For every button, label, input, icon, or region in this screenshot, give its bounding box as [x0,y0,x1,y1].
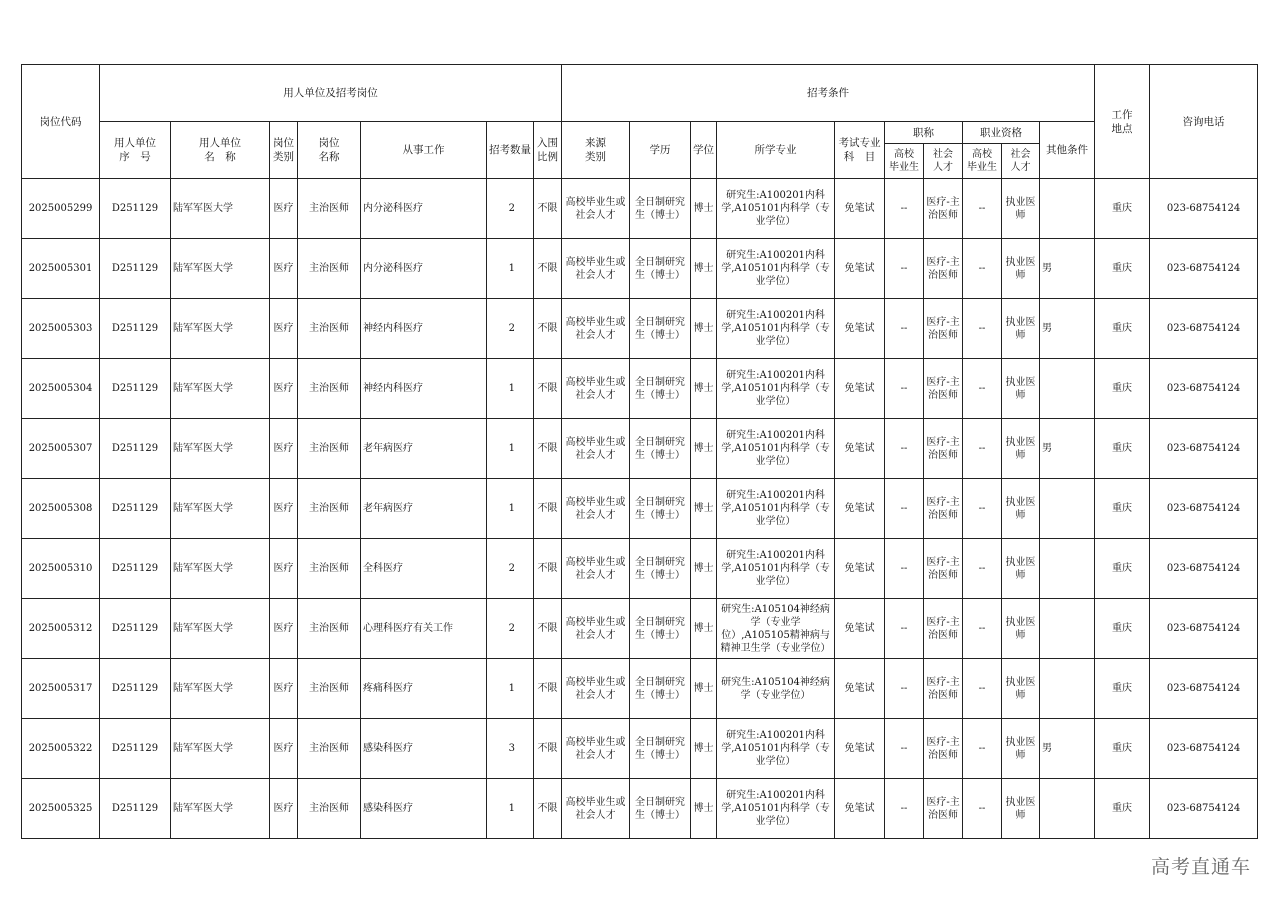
cell-education: 全日制研究生（博士） [630,419,691,479]
cell-other: 男 [1040,419,1095,479]
cell-post-type: 医疗 [270,299,298,359]
cell-post-type: 医疗 [270,419,298,479]
cell-job: 心理科医疗有关工作 [361,599,487,659]
cell-other [1040,779,1095,839]
cell-ratio: 不限 [534,239,562,299]
cell-major: 研究生:A100201内科学,A105101内科学（专业学位） [717,779,835,839]
header-job: 从事工作 [361,122,487,179]
header-group-conditions: 招考条件 [562,65,1095,122]
cell-qual-grad: -- [963,479,1002,539]
cell-title-grad: -- [885,659,924,719]
cell-post-name: 主治医师 [298,659,361,719]
cell-post-name: 主治医师 [298,239,361,299]
cell-quota: 1 [487,419,534,479]
cell-major: 研究生:A100201内科学,A105101内科学（专业学位） [717,239,835,299]
cell-unit-name: 陆军军医大学 [171,539,270,599]
cell-qual-grad: -- [963,599,1002,659]
cell-degree: 博士 [691,779,717,839]
cell-source: 高校毕业生或社会人才 [562,599,630,659]
cell-unit-name: 陆军军医大学 [171,599,270,659]
cell-qual-social: 执业医师 [1002,599,1040,659]
cell-work-place: 重庆 [1095,539,1150,599]
cell-unit-name: 陆军军医大学 [171,479,270,539]
cell-unit-name: 陆军军医大学 [171,659,270,719]
cell-degree: 博士 [691,239,717,299]
cell-quota: 1 [487,779,534,839]
header-title-grad: 高校 毕业生 [885,144,924,179]
table-row [22,359,1258,419]
cell-exam: 免笔试 [835,599,885,659]
cell-work-place: 重庆 [1095,419,1150,479]
header-qual-grad: 高校 毕业生 [963,144,1002,179]
cell-unit-seq: D251129 [100,539,171,599]
cell-other: 男 [1040,239,1095,299]
cell-education: 全日制研究生（博士） [630,719,691,779]
cell-title-social: 医疗-主治医师 [924,659,963,719]
cell-other [1040,599,1095,659]
cell-unit-name: 陆军军医大学 [171,179,270,239]
cell-work-place: 重庆 [1095,239,1150,299]
cell-work-place: 重庆 [1095,359,1150,419]
cell-post-code: 2025005307 [22,419,100,479]
cell-exam: 免笔试 [835,719,885,779]
cell-education: 全日制研究生（博士） [630,599,691,659]
table-row [22,659,1258,719]
header-post-name: 岗位 名称 [298,122,361,179]
cell-qual-social: 执业医师 [1002,479,1040,539]
cell-title-grad: -- [885,719,924,779]
cell-qual-social: 执业医师 [1002,419,1040,479]
cell-phone: 023-68754124 [1150,719,1258,779]
cell-unit-name: 陆军军医大学 [171,239,270,299]
cell-post-code: 2025005304 [22,359,100,419]
cell-post-code: 2025005325 [22,779,100,839]
table-row [22,719,1258,779]
table-row [22,299,1258,359]
header-major: 所学专业 [717,122,835,179]
cell-quota: 2 [487,599,534,659]
cell-title-social: 医疗-主治医师 [924,239,963,299]
table-body [22,179,1258,839]
cell-job: 疼痛科医疗 [361,659,487,719]
cell-unit-seq: D251129 [100,599,171,659]
cell-other: 男 [1040,719,1095,779]
cell-ratio: 不限 [534,599,562,659]
cell-qual-grad: -- [963,179,1002,239]
header-unit-name: 用人单位 名 称 [171,122,270,179]
cell-job: 老年病医疗 [361,479,487,539]
header-source: 来源 类别 [562,122,630,179]
header-quota: 招考数量 [487,122,534,179]
cell-work-place: 重庆 [1095,299,1150,359]
cell-qual-social: 执业医师 [1002,299,1040,359]
header-title-social: 社会 人才 [924,144,963,179]
cell-quota: 2 [487,299,534,359]
cell-post-type: 医疗 [270,539,298,599]
cell-post-type: 医疗 [270,359,298,419]
cell-title-grad: -- [885,179,924,239]
cell-quota: 1 [487,239,534,299]
cell-qual-grad: -- [963,299,1002,359]
cell-qual-social: 执业医师 [1002,539,1040,599]
table-header [22,65,1258,179]
cell-phone: 023-68754124 [1150,659,1258,719]
cell-title-social: 医疗-主治医师 [924,539,963,599]
cell-post-code: 2025005303 [22,299,100,359]
cell-unit-seq: D251129 [100,239,171,299]
cell-phone: 023-68754124 [1150,539,1258,599]
cell-other [1040,359,1095,419]
cell-unit-seq: D251129 [100,299,171,359]
cell-post-code: 2025005310 [22,539,100,599]
cell-title-grad: -- [885,359,924,419]
cell-job: 老年病医疗 [361,419,487,479]
cell-source: 高校毕业生或社会人才 [562,779,630,839]
cell-title-social: 医疗-主治医师 [924,599,963,659]
cell-post-name: 主治医师 [298,779,361,839]
cell-post-name: 主治医师 [298,419,361,479]
cell-exam: 免笔试 [835,539,885,599]
cell-work-place: 重庆 [1095,179,1150,239]
cell-phone: 023-68754124 [1150,179,1258,239]
cell-phone: 023-68754124 [1150,479,1258,539]
cell-other [1040,479,1095,539]
cell-unit-seq: D251129 [100,419,171,479]
cell-title-social: 医疗-主治医师 [924,419,963,479]
cell-ratio: 不限 [534,779,562,839]
cell-other [1040,179,1095,239]
cell-education: 全日制研究生（博士） [630,239,691,299]
cell-unit-name: 陆军军医大学 [171,359,270,419]
cell-phone: 023-68754124 [1150,419,1258,479]
cell-source: 高校毕业生或社会人才 [562,479,630,539]
cell-job: 内分泌科医疗 [361,179,487,239]
cell-job: 感染科医疗 [361,719,487,779]
cell-ratio: 不限 [534,479,562,539]
cell-education: 全日制研究生（博士） [630,479,691,539]
cell-post-name: 主治医师 [298,599,361,659]
cell-qual-social: 执业医师 [1002,179,1040,239]
cell-post-type: 医疗 [270,719,298,779]
header-work-place: 工作 地点 [1095,65,1150,179]
cell-source: 高校毕业生或社会人才 [562,179,630,239]
cell-major: 研究生:A105104神经病学（专业学位）,A105105精神病与精神卫生学（专业学位） [717,599,835,659]
cell-quota: 2 [487,539,534,599]
table-row [22,599,1258,659]
cell-job: 内分泌科医疗 [361,239,487,299]
header-qual-group: 职业资格 [963,122,1040,144]
cell-title-grad: -- [885,779,924,839]
cell-ratio: 不限 [534,299,562,359]
cell-qual-social: 执业医师 [1002,779,1040,839]
cell-post-name: 主治医师 [298,479,361,539]
cell-education: 全日制研究生（博士） [630,299,691,359]
cell-ratio: 不限 [534,539,562,599]
cell-post-name: 主治医师 [298,299,361,359]
cell-quota: 1 [487,359,534,419]
cell-post-type: 医疗 [270,479,298,539]
recruitment-table [21,64,1258,839]
cell-title-grad: -- [885,239,924,299]
cell-source: 高校毕业生或社会人才 [562,359,630,419]
cell-title-social: 医疗-主治医师 [924,719,963,779]
cell-major: 研究生:A100201内科学,A105101内科学（专业学位） [717,359,835,419]
cell-exam: 免笔试 [835,239,885,299]
cell-post-name: 主治医师 [298,359,361,419]
cell-title-grad: -- [885,479,924,539]
cell-post-code: 2025005308 [22,479,100,539]
cell-exam: 免笔试 [835,779,885,839]
cell-work-place: 重庆 [1095,779,1150,839]
cell-degree: 博士 [691,659,717,719]
cell-post-type: 医疗 [270,239,298,299]
cell-source: 高校毕业生或社会人才 [562,659,630,719]
cell-post-name: 主治医师 [298,179,361,239]
cell-post-code: 2025005322 [22,719,100,779]
cell-ratio: 不限 [534,179,562,239]
cell-exam: 免笔试 [835,659,885,719]
cell-title-grad: -- [885,539,924,599]
header-post-code: 岗位代码 [22,65,100,179]
cell-major: 研究生:A105104神经病学（专业学位） [717,659,835,719]
cell-post-type: 医疗 [270,179,298,239]
cell-post-type: 医疗 [270,779,298,839]
cell-qual-grad: -- [963,779,1002,839]
cell-source: 高校毕业生或社会人才 [562,719,630,779]
cell-phone: 023-68754124 [1150,779,1258,839]
cell-unit-name: 陆军军医大学 [171,719,270,779]
cell-unit-seq: D251129 [100,719,171,779]
cell-post-name: 主治医师 [298,539,361,599]
header-ratio: 入围 比例 [534,122,562,179]
cell-degree: 博士 [691,719,717,779]
cell-title-social: 医疗-主治医师 [924,359,963,419]
header-degree: 学位 [691,122,717,179]
cell-ratio: 不限 [534,659,562,719]
cell-major: 研究生:A100201内科学,A105101内科学（专业学位） [717,299,835,359]
cell-qual-social: 执业医师 [1002,659,1040,719]
cell-unit-seq: D251129 [100,779,171,839]
cell-qual-grad: -- [963,419,1002,479]
cell-degree: 博士 [691,599,717,659]
cell-quota: 3 [487,719,534,779]
table-row [22,779,1258,839]
cell-job: 神经内科医疗 [361,299,487,359]
cell-education: 全日制研究生（博士） [630,359,691,419]
cell-source: 高校毕业生或社会人才 [562,239,630,299]
cell-post-name: 主治医师 [298,719,361,779]
cell-qual-social: 执业医师 [1002,239,1040,299]
cell-ratio: 不限 [534,419,562,479]
cell-education: 全日制研究生（博士） [630,179,691,239]
header-other: 其他条件 [1040,122,1095,179]
cell-post-code: 2025005312 [22,599,100,659]
cell-unit-name: 陆军军医大学 [171,779,270,839]
cell-ratio: 不限 [534,359,562,419]
cell-title-social: 医疗-主治医师 [924,179,963,239]
header-group-unit: 用人单位及招考岗位 [100,65,562,122]
cell-major: 研究生:A100201内科学,A105101内科学（专业学位） [717,179,835,239]
table-row [22,479,1258,539]
cell-work-place: 重庆 [1095,659,1150,719]
cell-qual-grad: -- [963,719,1002,779]
cell-other [1040,539,1095,599]
cell-major: 研究生:A100201内科学,A105101内科学（专业学位） [717,719,835,779]
cell-degree: 博士 [691,359,717,419]
cell-exam: 免笔试 [835,179,885,239]
cell-phone: 023-68754124 [1150,299,1258,359]
header-title-group: 职称 [885,122,963,144]
cell-phone: 023-68754124 [1150,239,1258,299]
cell-unit-name: 陆军军医大学 [171,299,270,359]
header-qual-social: 社会 人才 [1002,144,1040,179]
cell-source: 高校毕业生或社会人才 [562,539,630,599]
cell-title-social: 医疗-主治医师 [924,779,963,839]
header-exam: 考试专业 科 目 [835,122,885,179]
cell-post-type: 医疗 [270,659,298,719]
table-row [22,419,1258,479]
cell-degree: 博士 [691,419,717,479]
cell-work-place: 重庆 [1095,479,1150,539]
cell-source: 高校毕业生或社会人才 [562,419,630,479]
cell-quota: 1 [487,659,534,719]
cell-job: 感染科医疗 [361,779,487,839]
cell-job: 全科医疗 [361,539,487,599]
cell-unit-seq: D251129 [100,479,171,539]
cell-job: 神经内科医疗 [361,359,487,419]
cell-title-grad: -- [885,599,924,659]
cell-title-grad: -- [885,299,924,359]
cell-major: 研究生:A100201内科学,A105101内科学（专业学位） [717,539,835,599]
header-post-type: 岗位 类别 [270,122,298,179]
cell-unit-seq: D251129 [100,359,171,419]
cell-post-code: 2025005317 [22,659,100,719]
cell-unit-seq: D251129 [100,659,171,719]
table-row [22,179,1258,239]
cell-quota: 1 [487,479,534,539]
cell-post-code: 2025005301 [22,239,100,299]
cell-title-social: 医疗-主治医师 [924,479,963,539]
cell-unit-name: 陆军军医大学 [171,419,270,479]
cell-post-type: 医疗 [270,599,298,659]
cell-qual-grad: -- [963,659,1002,719]
cell-title-grad: -- [885,419,924,479]
cell-education: 全日制研究生（博士） [630,659,691,719]
cell-unit-seq: D251129 [100,179,171,239]
cell-major: 研究生:A100201内科学,A105101内科学（专业学位） [717,479,835,539]
header-phone: 咨询电话 [1150,65,1258,179]
cell-quota: 2 [487,179,534,239]
cell-qual-grad: -- [963,359,1002,419]
cell-exam: 免笔试 [835,359,885,419]
header-unit-seq: 用人单位 序 号 [100,122,171,179]
table-row [22,239,1258,299]
cell-exam: 免笔试 [835,299,885,359]
cell-qual-social: 执业医师 [1002,719,1040,779]
cell-degree: 博士 [691,479,717,539]
cell-other [1040,659,1095,719]
cell-work-place: 重庆 [1095,719,1150,779]
cell-major: 研究生:A100201内科学,A105101内科学（专业学位） [717,419,835,479]
cell-degree: 博士 [691,539,717,599]
cell-exam: 免笔试 [835,419,885,479]
table-row [22,539,1258,599]
cell-education: 全日制研究生（博士） [630,539,691,599]
cell-qual-grad: -- [963,239,1002,299]
cell-source: 高校毕业生或社会人才 [562,299,630,359]
cell-education: 全日制研究生（博士） [630,779,691,839]
cell-title-social: 医疗-主治医师 [924,299,963,359]
cell-post-code: 2025005299 [22,179,100,239]
cell-qual-social: 执业医师 [1002,359,1040,419]
watermark: 高考直通车 [1150,856,1251,878]
cell-ratio: 不限 [534,719,562,779]
cell-degree: 博士 [691,299,717,359]
cell-degree: 博士 [691,179,717,239]
cell-qual-grad: -- [963,539,1002,599]
cell-other: 男 [1040,299,1095,359]
header-education: 学历 [630,122,691,179]
cell-exam: 免笔试 [835,479,885,539]
cell-phone: 023-68754124 [1150,599,1258,659]
cell-work-place: 重庆 [1095,599,1150,659]
cell-phone: 023-68754124 [1150,359,1258,419]
